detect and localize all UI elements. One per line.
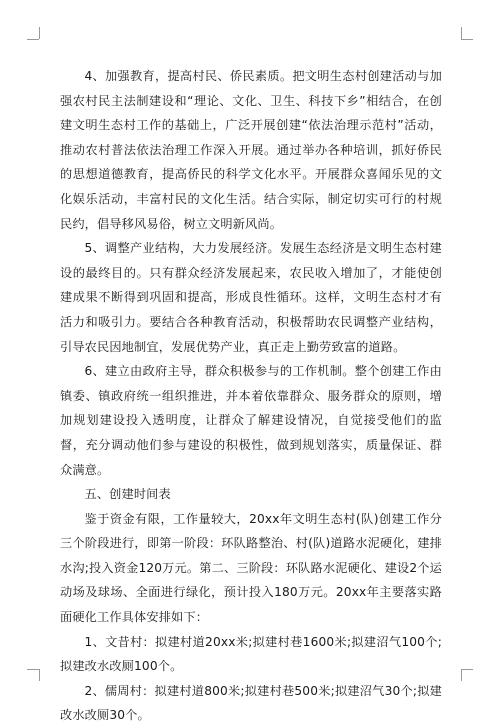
paragraph-wenxi-village: 1、文昔村：拟建村道20xx米;拟建村巷1600米;拟建沼气100个;拟建改水改厕100个。 bbox=[60, 634, 442, 674]
crop-mark-top-left-vertical bbox=[39, 27, 40, 39]
crop-mark-bottom-left-vertical bbox=[39, 669, 40, 681]
section-heading-timeline: 五、创建时间表 bbox=[84, 487, 171, 502]
crop-mark-bottom-left-horizontal bbox=[27, 669, 39, 670]
paragraph-adjust-industry: 5、调整产业结构，大力发展经济。发展生态经济是文明生态村建设的最终目的。只有群众经济发展起来，农民收入增加了，才能使创建成果不断得到巩固和提高，形成良性循环。这样，文明生态村才有活力和吸引力。要结合各种教育活动，积极帮助农民调整产业结构，引导农民因地制宜，发展优势产业，真正走上勤劳致富的道路。 bbox=[60, 241, 442, 354]
crop-mark-bottom-right-vertical bbox=[461, 669, 462, 681]
paragraph-work-mechanism: 6、建立由政府主导，群众积极参与的工作机制。整个创建工作由镇委、镇政府统一组织推进，并本着依靠群众、服务群众的原则，增加规划建设投入透明度，让群众了解建设情况，自觉接受他们的监督，充分调动他们参与建设的积极性，做到规划落实，质量保证、群众满意。 bbox=[60, 364, 442, 477]
paragraph-funding-phases: 鉴于资金有限，工作量较大，20xx年文明生态村(队)创建工作分三个阶段进行，即第一阶段：环队路整治、村(队)道路水泥硬化，建排水沟;投入资金120万元。第二、三阶段：环队路水泥硬化、建设2个运动场及球场、全面进行绿化，预计投入180万元。20xx年主要落实路面硬化工作具体安排如下： bbox=[60, 511, 442, 625]
crop-mark-top-right-vertical bbox=[461, 27, 462, 39]
paragraph-ruzhou-village: 2、儒周村：拟建村道800米;拟建村巷500米;拟建沼气30个;拟建改水改厕30个。 bbox=[60, 683, 442, 723]
paragraph-strengthen-education: 4、加强教育，提高村民、侨民素质。把文明生态村创建活动与加强农村民主法制建设和“理论、文化、卫生、科技下乡”相结合，在创建文明生态村工作的基础上，广泛开展创建“依法治理示范村”活动，推动农村普法依法治理工作深入开展。通过举办各种培训，抓好侨民的思想道德教育，提高侨民的科学文化水平。开展群众喜闻乐见的文化娱乐活动，丰富村民的文化生活。结合实际，制定切实可行的村规民约，倡导移风易俗，树立文明新风尚。 bbox=[60, 69, 442, 231]
crop-mark-top-right-horizontal bbox=[461, 39, 473, 40]
document-body bbox=[60, 64, 442, 728]
crop-mark-top-left-horizontal bbox=[27, 39, 39, 40]
crop-mark-bottom-right-horizontal bbox=[461, 669, 473, 670]
